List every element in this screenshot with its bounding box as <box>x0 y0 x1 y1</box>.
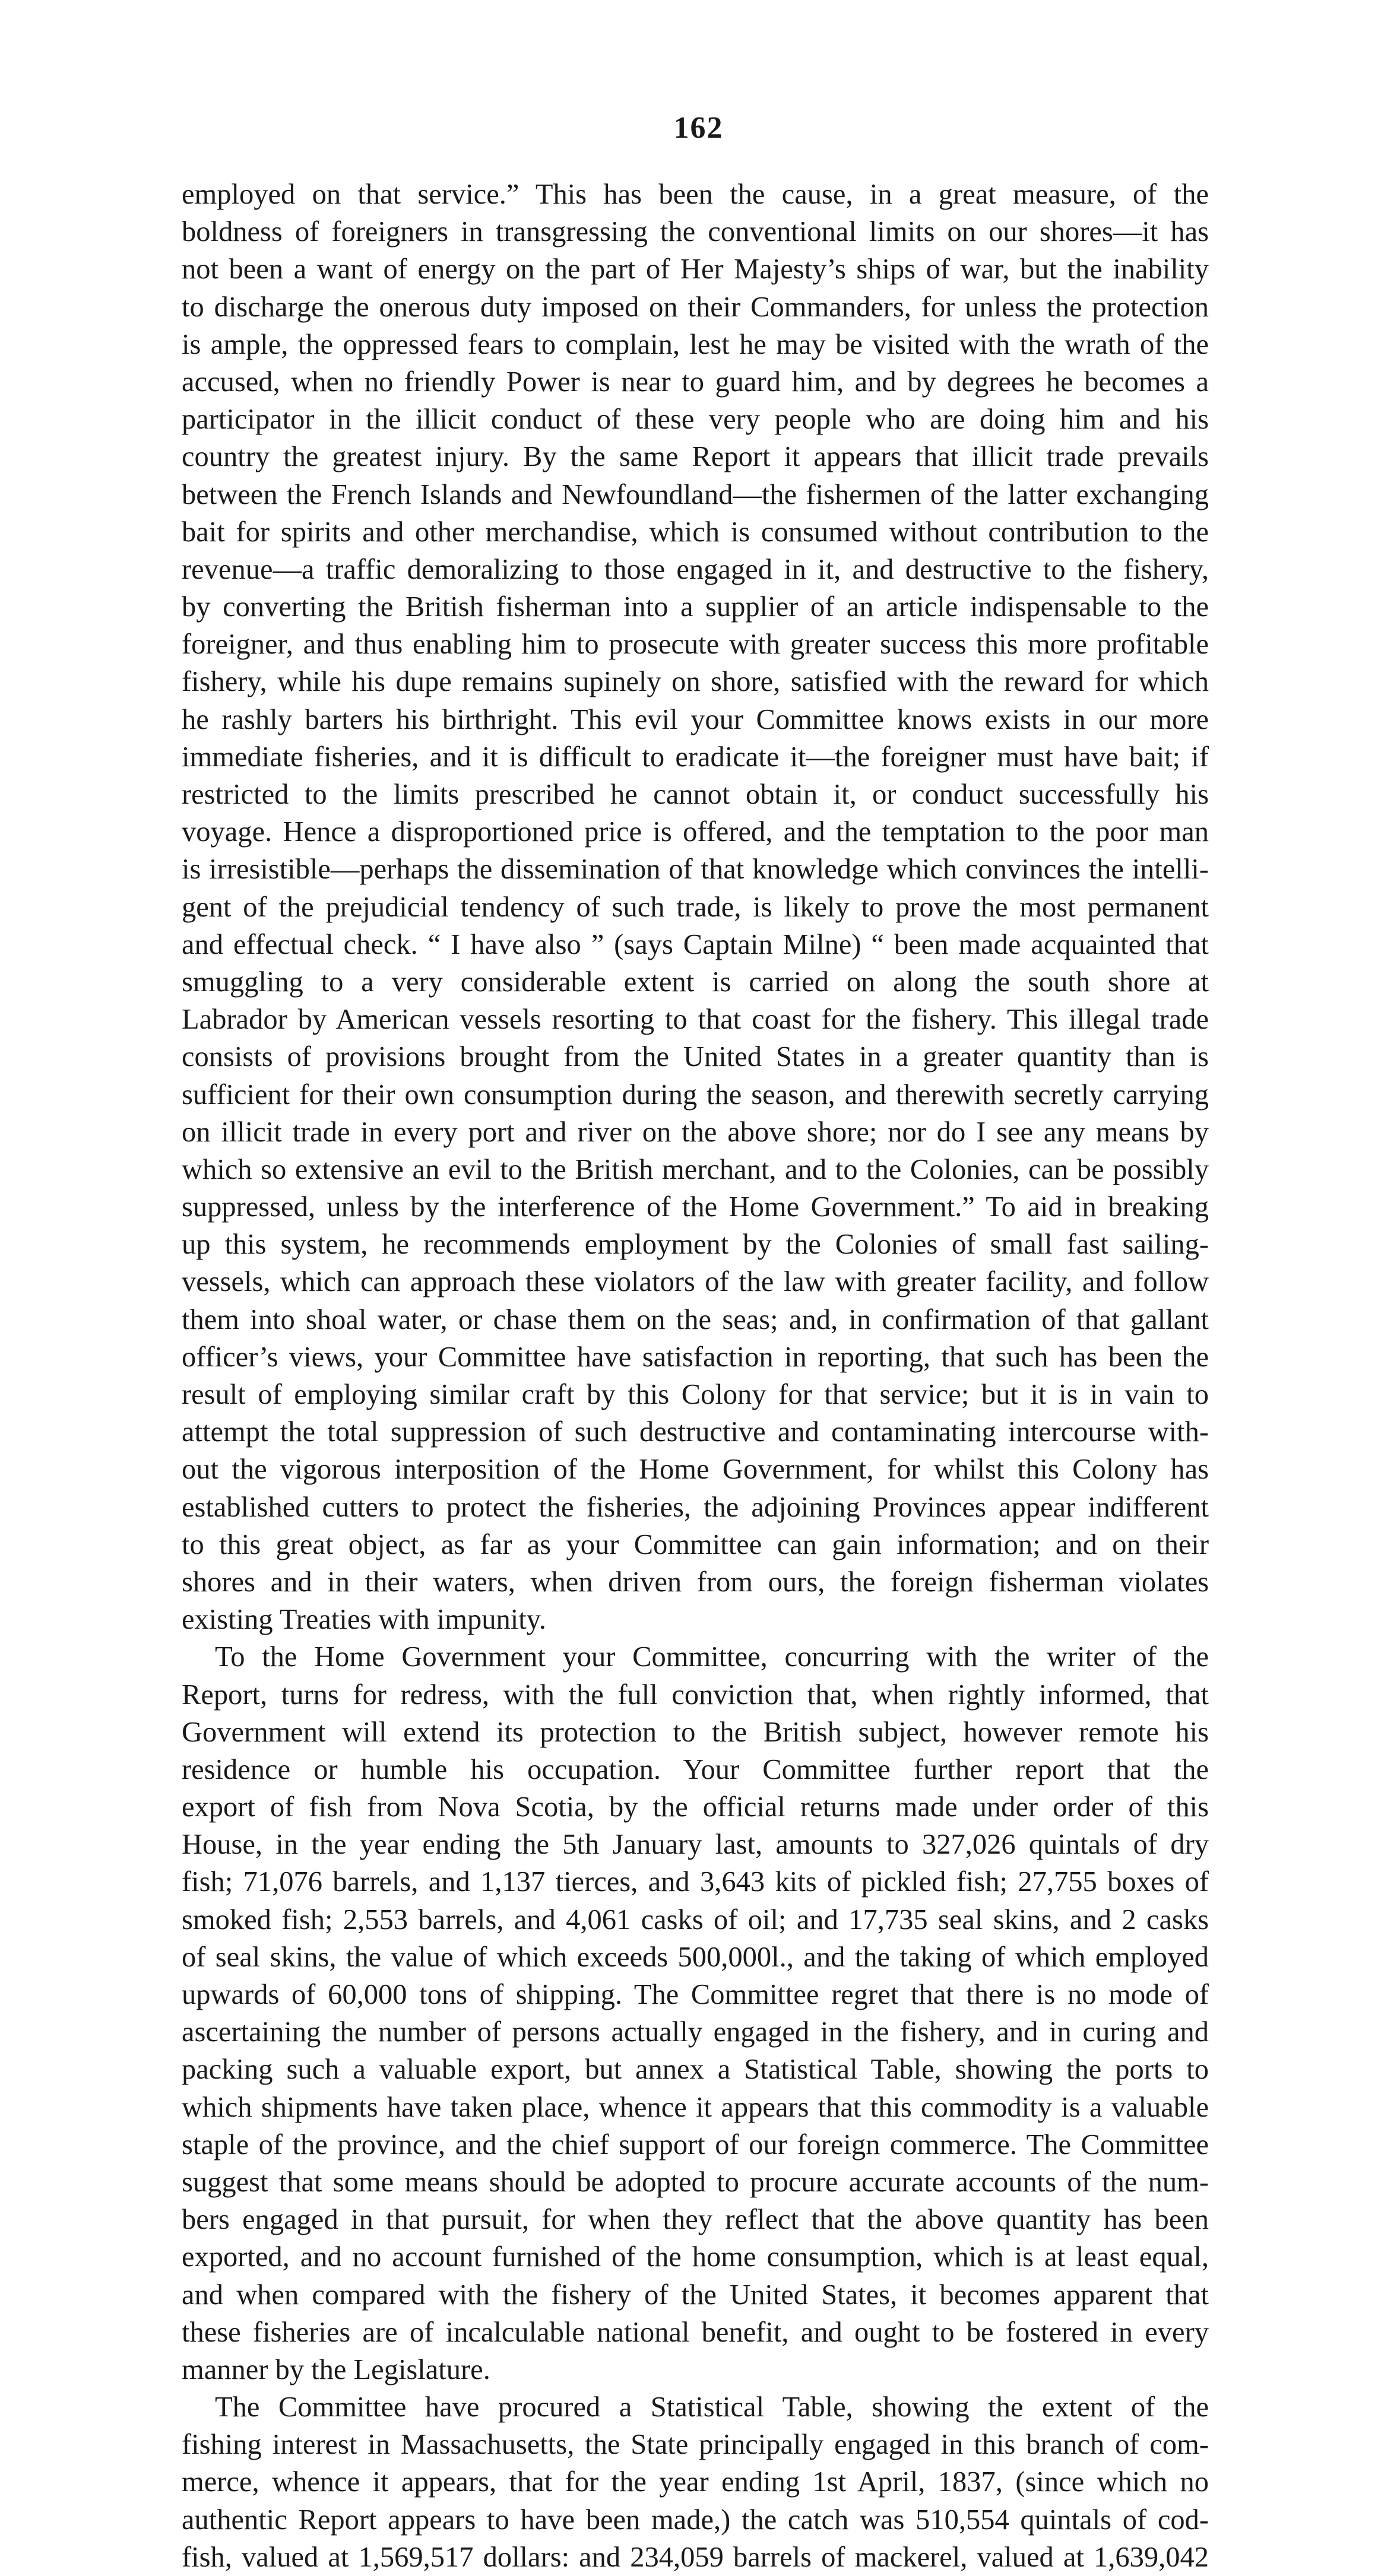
text-line: out the vigorous interposition of the Home Government, for whilst this Colony has <box>182 1454 1209 1486</box>
text-line: not been a want of energy on the part of Her Majesty’s ships of war, but the inability <box>182 253 1209 285</box>
text-line: restricted to the limits prescribed he cannot obtain it, or conduct successfully his <box>182 779 1209 810</box>
text-line: Report, turns for redress, with the full conviction that, when rightly informed, that <box>182 1679 1209 1711</box>
paragraph <box>182 1638 1209 2388</box>
text-line: authentic Report appears to have been made,) the catch was 510,554 quintals of cod- <box>182 2504 1209 2536</box>
text-line: these fisheries are of incalculable national benefit, and ought to be fostered in every <box>182 2316 1209 2348</box>
text-line: suppressed, unless by the interference of the Home Government.” To aid in breaking <box>182 1191 1209 1223</box>
text-line: attempt the total suppression of such destructive and contaminating intercourse with- <box>182 1416 1209 1448</box>
text-line: result of employing similar craft by this Colony for that service; but it is in vain to <box>182 1379 1209 1410</box>
text-line: employed on that service.” This has been the cause, in a great measure, of the <box>182 179 1209 210</box>
text-line: established cutters to protect the fisheries, the adjoining Provinces appear indifferent <box>182 1491 1209 1523</box>
text-line: and when compared with the fishery of the United States, it becomes apparent that <box>182 2279 1209 2311</box>
body-text <box>182 176 1209 2576</box>
text-line: is ample, the oppressed fears to complain, lest he may be visited with the wrath of the <box>182 328 1209 360</box>
text-line: vessels, which can approach these violators of the law with greater facility, and follow <box>182 1266 1209 1298</box>
text-line: suggest that some means should be adopted to procure accurate accounts of the num- <box>182 2166 1209 2198</box>
text-line: officer’s views, your Committee have satisfaction in reporting, that such has been the <box>182 1341 1209 1373</box>
text-line: revenue—a traffic demoralizing to those engaged in it, and destructive to the fishery, <box>182 553 1209 585</box>
text-line: merce, whence it appears, that for the year ending 1st April, 1837, (since which no <box>182 2466 1209 2498</box>
text-line: staple of the province, and the chief support of our foreign commerce. The Committee <box>182 2128 1209 2161</box>
text-line: ascertaining the number of persons actually engaged in the fishery, and in curing and <box>182 2016 1209 2048</box>
text-line: fishing interest in Massachusetts, the State principally engaged in this branch of com- <box>182 2429 1209 2461</box>
text-line: country the greatest injury. By the same Report it appears that illicit trade prevails <box>182 441 1209 473</box>
text-line: gent of the prejudicial tendency of such trade, is likely to prove the most permanent <box>182 891 1209 923</box>
page-number: 162 <box>673 111 724 145</box>
text-line: voyage. Hence a disproportioned price is offered, and the temptation to the poor man <box>182 816 1209 848</box>
paragraph <box>182 176 1209 1638</box>
text-line: which so extensive an evil to the British merchant, and to the Colonies, can be possibly <box>182 1153 1209 1185</box>
text-line: participator in the illicit conduct of these very people who are doing him and his <box>182 404 1209 436</box>
text-line: residence or humble his occupation. Your Committee further report that the <box>182 1753 1209 1785</box>
text-line: consists of provisions brought from the United States in a greater quantity than is <box>182 1041 1209 1073</box>
text-line: smuggling to a very considerable extent is carried on along the south shore at <box>182 966 1209 998</box>
text-line: immediate fisheries, and it is difficult to eradicate it—the foreigner must have bait; if <box>182 741 1209 773</box>
text-line: and effectual check. “ I have also ” (says Captain Milne) “ been made acquainted that <box>182 928 1209 960</box>
text-line: which shipments have taken place, whence it appears that this commodity is a valuable <box>182 2091 1209 2123</box>
text-line: to discharge the onerous duty imposed on their Commanders, for unless the protection <box>182 291 1209 323</box>
text-line: To the Home Government your Committee, concurring with the writer of the <box>215 1641 1209 1673</box>
text-line: on illicit trade in every port and river on the above shore; nor do I see any means by <box>182 1116 1209 1148</box>
text-line: bers engaged in that pursuit, for when they reflect that the above quantity has been <box>182 2204 1209 2236</box>
text-line: House, in the year ending the 5th January last, amounts to 327,026 quintals of dry <box>182 1829 1209 1861</box>
text-line: fish, valued at 1,569,517 dollars: and 234,059 barrels of mackerel, valued at 1,639,042 <box>182 2541 1209 2573</box>
text-line: upwards of 60,000 tons of shipping. The Committee regret that there is no mode of <box>182 1979 1209 2010</box>
text-line: shores and in their waters, when driven from ours, the foreign fisherman violates <box>182 1566 1209 1598</box>
text-line: bait for spirits and other merchandise, which is consumed without contribution to the <box>182 516 1209 548</box>
text-line: fishery, while his dupe remains supinely on shore, satisfied with the reward for which <box>182 666 1209 698</box>
text-line: between the French Islands and Newfoundland—the fishermen of the latter exchanging <box>182 478 1209 510</box>
text-line: foreigner, and thus enabling him to prosecute with greater success this more profitable <box>182 629 1209 661</box>
paragraph <box>182 2388 1209 2576</box>
text-line: he rashly barters his birthright. This evil your Committee knows exists in our more <box>182 703 1209 735</box>
text-line: them into shoal water, or chase them on the seas; and, in confirmation of that gallant <box>182 1303 1209 1335</box>
text-line: export of fish from Nova Scotia, by the official returns made under order of this <box>182 1791 1209 1823</box>
text-line: smoked fish; 2,553 barrels, and 4,061 casks of oil; and 17,735 seal skins, and 2 casks <box>182 1904 1209 1936</box>
text-line: packing such a valuable export, but annex a Statistical Table, showing the ports to <box>182 2054 1209 2086</box>
text-line: The Committee have procured a Statistical Table, showing the extent of the <box>215 2391 1209 2423</box>
text-line: manner by the Legislature. <box>182 2353 490 2385</box>
text-line: up this system, he recommends employment by the Colonies of small fast sailing- <box>182 1229 1209 1261</box>
text-line: accused, when no friendly Power is near to guard him, and by degrees he becomes a <box>182 366 1209 398</box>
text-line: exported, and no account furnished of the home consumption, which is at least equal, <box>182 2241 1209 2273</box>
text-line: of seal skins, the value of which exceeds 500,000l., and the taking of which employed <box>182 1941 1209 1973</box>
text-line: to this great object, as far as your Committee can gain information; and on their <box>182 1528 1209 1560</box>
text-line: by converting the British fisherman into a supplier of an article indispensable to the <box>182 591 1209 623</box>
text-line: Government will extend its protection to the British subject, however remote his <box>182 1716 1209 1748</box>
text-line: boldness of foreigners in transgressing the conventional limits on our shores—it has <box>182 216 1209 248</box>
text-line: is irresistible—perhaps the dissemination of that knowledge which convinces the intelli- <box>182 854 1209 886</box>
text-line: Labrador by American vessels resorting to that coast for the fishery. This illegal trade <box>182 1004 1209 1036</box>
text-line: fish; 71,076 barrels, and 1,137 tierces, and 3,643 kits of pickled fish; 27,755 boxes of <box>182 1866 1209 1898</box>
text-line: sufficient for their own consumption during the season, and therewith secretly carrying <box>182 1078 1209 1111</box>
text-line: existing Treaties with impunity. <box>182 1604 546 1636</box>
